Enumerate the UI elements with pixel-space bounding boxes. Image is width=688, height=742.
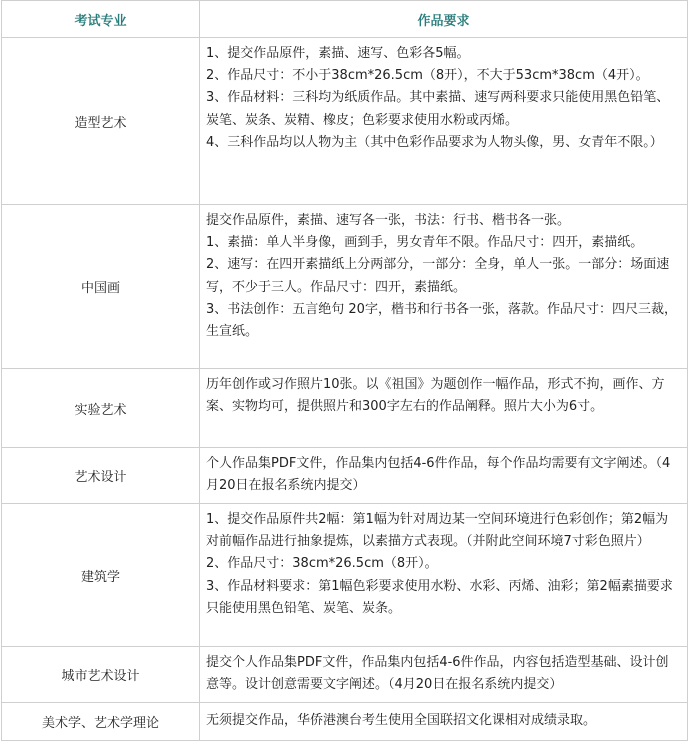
header-major: 考试专业 — [2, 1, 200, 38]
requirement-line: 4、三科作品均以人物为主（其中色彩作品要求为人物头像，男、女青年不限。） — [206, 134, 663, 150]
requirement-cell — [200, 205, 688, 369]
requirement-line: 无须提交作品，华侨港澳台考生使用全国联招文化课相对成绩录取。 — [206, 713, 597, 729]
requirement-cell — [200, 369, 688, 448]
requirement-cell — [200, 448, 688, 504]
requirement-cell — [200, 38, 688, 205]
table-row — [2, 369, 688, 448]
requirement-line: 2、作品尺寸：38cm*26.5cm（8开）。 — [206, 556, 438, 572]
table-row — [2, 38, 688, 205]
major-name: 美术学、艺术学理论 — [2, 703, 200, 741]
table-row — [2, 703, 688, 741]
requirements-table — [1, 0, 688, 741]
table-row — [2, 504, 688, 647]
major-name: 造型艺术 — [2, 38, 200, 205]
requirement-line: 1、提交作品原件，素描、速写、色彩各5幅。 — [206, 46, 470, 61]
major-name: 建筑学 — [2, 504, 200, 647]
requirement-line: 个人作品集PDF文件，作品集内包括4-6件作品，每个作品均需要有文字阐述。（4月20日在报名系统内提交） — [206, 456, 671, 494]
requirement-cell — [200, 703, 688, 741]
major-name: 实验艺术 — [2, 369, 200, 448]
requirement-line: 2、速写：在四开素描纸上分两部分，一部分：全身，单人一张。一部分：场面速写，不少于三人。作品尺寸：四开，素描纸。 — [206, 257, 670, 295]
major-name: 中国画 — [2, 205, 200, 369]
requirement-cell — [200, 647, 688, 703]
table-row — [2, 647, 688, 703]
requirement-line: 提交作品原件，素描、速写各一张，书法：行书、楷书各一张。 — [206, 213, 571, 228]
requirement-line: 历年创作或习作照片10张。以《祖国》为题创作一幅作品，形式不拘，画作、方案、实物均可，提供照片和300字左右的作品阐释。照片大小为6寸。 — [206, 377, 665, 415]
table-row — [2, 205, 688, 369]
header-row — [2, 1, 688, 38]
requirement-cell — [200, 504, 688, 647]
requirement-line: 2、作品尺寸：不小于38cm*26.5cm（8开），不大于53cm*38cm（4开）。 — [206, 68, 649, 84]
requirement-line: 1、提交作品原件共2幅：第1幅为针对周边某一空间环境进行色彩创作；第2幅为对前幅作品进行抽象提炼，以素描方式表现。（并附此空间环境7寸彩色照片） — [206, 512, 669, 550]
requirement-line: 3、作品材料：三科均为纸质作品。其中素描、速写两科要求只能使用黑色铅笔、炭笔、炭条、炭精、橡皮；色彩要求使用水粉或丙烯。 — [206, 90, 670, 128]
major-name: 城市艺术设计 — [2, 647, 200, 703]
header-requirements: 作品要求 — [200, 1, 688, 38]
major-name: 艺术设计 — [2, 448, 200, 504]
requirement-line: 3、作品材料要求：第1幅色彩要求使用水粉、水彩、丙烯、油彩；第2幅素描要求只能使用黑色铅笔、炭笔、炭条。 — [206, 578, 673, 616]
requirement-line: 3、书法创作：五言绝句 20字，楷书和行书各一张，落款。作品尺寸：四尺三裁，生宣纸。 — [206, 301, 677, 340]
requirement-line: 1、素描：单人半身像，画到手，男女青年不限。作品尺寸：四开，素描纸。 — [206, 235, 644, 251]
requirement-line: 提交个人作品集PDF文件，作品集内包括4-6件作品，内容包括造型基础、设计创意等。设计创意需要文字阐述。（4月20日在报名系统内提交） — [206, 655, 669, 693]
table-row — [2, 448, 688, 504]
